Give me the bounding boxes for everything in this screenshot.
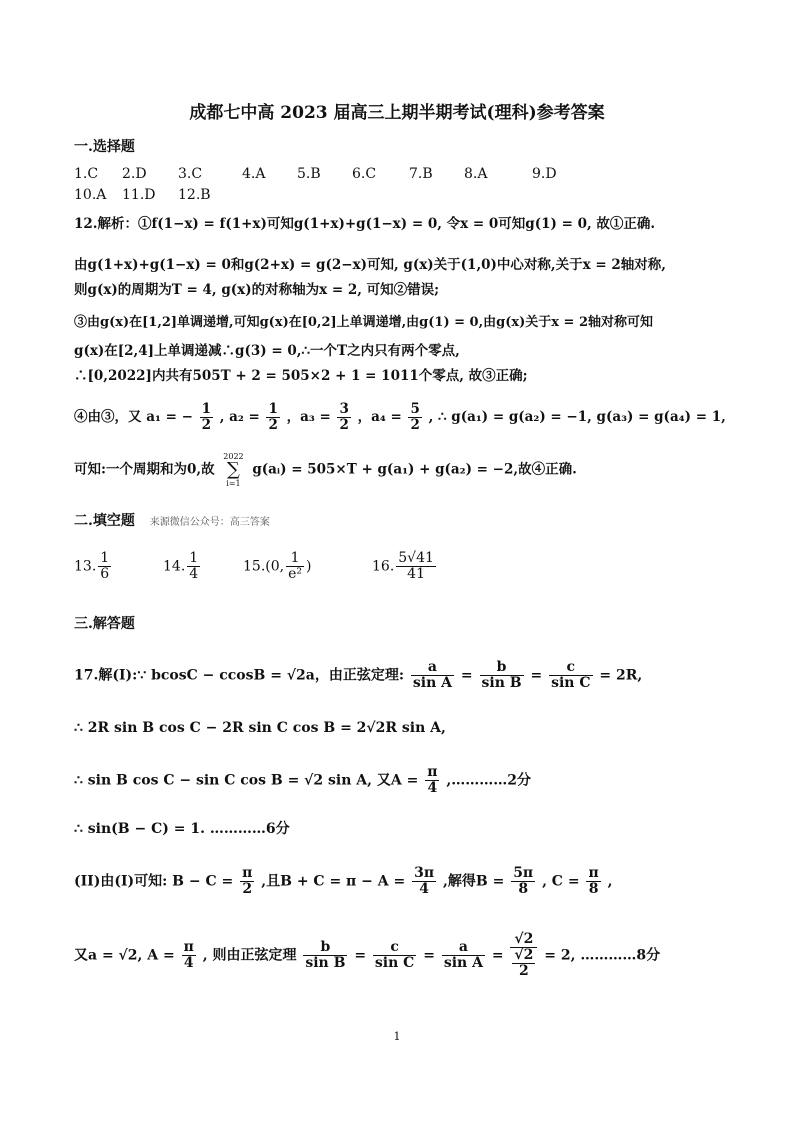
fraction-five-halves <box>408 402 421 433</box>
choice-answer: 5.B <box>297 166 321 182</box>
fraction-denominator: 2 <box>519 963 529 979</box>
choice-answer: 12.B <box>178 187 211 203</box>
q12-l7-a1: a₁ = − <box>146 409 193 425</box>
fraction-one-half <box>200 402 213 433</box>
choice-answer: 4.A <box>242 166 266 182</box>
a13-label: 13. <box>74 558 97 575</box>
q17-line-2: ∴ 2R sin B cos C − 2R sin C cos B = 2√2R sin A, <box>74 720 446 736</box>
q12-line-7 <box>74 402 726 433</box>
sum-lower-limit: i=1 <box>226 479 241 488</box>
fraction-denominator: sin B <box>305 955 346 971</box>
fraction-numerator: π <box>242 865 253 881</box>
source-note: 来源微信公众号：高三答案 <box>149 517 270 528</box>
q17-line-1 <box>74 660 642 691</box>
fraction-numerator: a <box>411 660 454 676</box>
q17-line-5 <box>74 866 612 897</box>
q17-l6-prefix: 又a = √2, A = <box>74 947 175 964</box>
choice-answer: 10.A <box>74 187 107 203</box>
a14-label: 14. <box>163 558 186 575</box>
sum-symbol: ∑ <box>227 459 240 480</box>
fraction-denominator: 4 <box>189 566 199 582</box>
fraction-numerator: c <box>549 660 592 676</box>
fraction-denominator: 4 <box>183 955 194 971</box>
fraction-c-sinC <box>373 940 416 971</box>
q17-l5-mid2: ,解得B = <box>443 873 505 890</box>
summation-sign <box>221 452 245 488</box>
fraction-numerator: b <box>480 660 524 676</box>
q12-line-4: ③由g(x)在[1,2]单调递增,可知g(x)在[0,2]上单调递增,由g(1) = 0,由g(x)关于x = 2轴对称可知 <box>74 315 654 330</box>
fraction-pi-2 <box>240 866 254 897</box>
fraction-denominator: 2 <box>268 417 278 433</box>
q12-l7-a2: , a₂ = <box>219 409 260 425</box>
q17-line-4: ∴ sin(B − C) = 1. …………6分 <box>74 821 290 837</box>
fraction-3pi-4 <box>412 866 436 897</box>
choice-answer: 7.B <box>409 166 433 182</box>
fraction-numerator: a <box>442 940 485 956</box>
q17-l1-suffix: = 2R, <box>599 667 643 684</box>
fraction-numerator: 3π <box>414 865 435 881</box>
q12-l8-prefix: 可知:一个周期和为0,故 <box>74 461 215 478</box>
fraction-a-sinA <box>442 940 485 971</box>
fraction-numerator: 1 <box>286 551 304 567</box>
fraction-denominator: 6 <box>100 566 110 582</box>
fraction-a-sinA <box>411 660 454 691</box>
q17-l6-mid: , 则由正弦定理 <box>202 947 297 964</box>
fraction-pi-8 <box>586 866 600 897</box>
fraction-denominator: sin A <box>412 675 453 691</box>
choice-answer: 8.A <box>464 166 488 182</box>
fraction-numerator: b <box>303 940 347 956</box>
fill-answer-14 <box>163 551 202 582</box>
page-title: 成都七中高 2023 届高三上期半期考试(理科)参考答案 <box>189 103 605 123</box>
section-heading-choice: 一.选择题 <box>74 139 135 155</box>
q17-l3-prefix: ∴ sin B cos C − sin C cos B = √2 sin A, 又A = <box>74 772 419 789</box>
equals-sign: = <box>491 947 504 964</box>
equals-sign: = <box>354 947 367 964</box>
q12-line-3: 则g(x)的周期为T = 4, g(x)的对称轴为x = 2, 可知②错误; <box>74 282 440 298</box>
choice-answer: 11.D <box>122 187 156 203</box>
fraction-numerator: 5 <box>410 401 420 417</box>
fraction-denominator: 4 <box>419 881 429 897</box>
fraction-three-halves <box>337 402 350 433</box>
q12-l8-suffix: g(aᵢ) = 505×T + g(a₁) + g(a₂) = −2,故④正确. <box>252 461 577 478</box>
fraction-denominator: sin A <box>443 955 483 971</box>
fill-answer-16 <box>372 551 438 582</box>
q17-l6-suffix: = 2, …………8分 <box>544 947 661 964</box>
choice-answer: 2.D <box>122 166 147 182</box>
fraction-numerator: c <box>373 940 416 956</box>
fraction-b-sinB <box>480 660 524 691</box>
sum-upper-limit: 2022 <box>223 452 244 461</box>
fraction-denominator: sin C <box>551 675 591 691</box>
fraction-numerator: 5√41 <box>398 550 434 566</box>
a15-close: ) <box>306 558 312 575</box>
fraction-b-sinB <box>303 940 347 971</box>
fraction-numerator: √2 <box>514 947 534 963</box>
choice-answer: 3.C <box>178 166 203 182</box>
equals-sign: = <box>423 947 435 964</box>
fraction-denominator: sin B <box>481 675 522 691</box>
fraction-one-half <box>266 402 279 433</box>
fraction-numerator: 1 <box>268 401 278 417</box>
q17-l3-suffix: ,…………2分 <box>446 772 531 789</box>
q17-line-6 <box>74 932 660 979</box>
section2-heading: 二.填空题 <box>74 513 135 529</box>
q17-l5-mid3: , C = <box>542 873 580 890</box>
q17-l5-mid: ,且B + C = π − A = <box>261 873 406 890</box>
fraction-numerator: 1 <box>201 401 211 417</box>
fraction-numerator: π <box>427 764 438 780</box>
fraction-pi-4 <box>425 765 439 796</box>
q12-l7-prefix: ④由③，又 <box>74 409 142 425</box>
q17-l5-suffix: , <box>607 873 613 890</box>
q12-l7-suffix: , ∴ g(a₁) = g(a₂) = −1, g(a₃) = g(a₄) = 1, <box>428 409 726 425</box>
q12-line-6: ∴[0,2022]内共有505T + 2 = 505×2 + 1 = 1011个零点, 故③正确; <box>74 368 528 384</box>
fraction-numerator: 1 <box>100 550 110 566</box>
a16-fraction <box>396 551 436 582</box>
section-heading-fill <box>74 510 270 530</box>
fraction-sqrt2-over-sqrt2-half <box>510 932 537 979</box>
q12-line-8 <box>74 452 577 488</box>
equals-sign: = <box>460 667 473 684</box>
q12-line-2: 由g(1+x)+g(1−x) = 0和g(2+x) = g(2−x)可知, g(x)关于(1,0)中心对称,关于x = 2轴对称, <box>74 257 666 273</box>
q12-line-1: 12.解析：①f(1−x) = f(1+x)可知g(1+x)+g(1−x) = 0, 令x = 0可知g(1) = 0, 故①正确. <box>74 216 656 232</box>
choice-answer: 1.C <box>74 166 99 182</box>
fraction-denominator: e² <box>288 566 302 582</box>
q12-line-5: g(x)在[2,4]上单调递减∴g(3) = 0,∴一个T之内只有两个零点, <box>74 343 460 359</box>
fraction-denominator: 8 <box>588 881 599 897</box>
fraction-5pi-8 <box>511 866 535 897</box>
fraction-numerator: √2 <box>510 932 537 948</box>
q17-line-3 <box>74 765 531 796</box>
fill-answer-15 <box>243 551 311 582</box>
a15-label: 15.(0, <box>243 558 285 575</box>
equals-sign: = <box>530 667 543 684</box>
fraction-numerator: 5π <box>513 865 534 881</box>
fraction-numerator: 1 <box>189 550 199 566</box>
fraction-denominator: 4 <box>427 780 438 796</box>
a16-label: 16. <box>372 558 395 575</box>
fraction-denominator: 2 <box>410 417 420 433</box>
fraction-denominator: 8 <box>518 881 529 897</box>
fraction-pi-4 <box>182 940 196 971</box>
nested-fraction <box>512 948 535 979</box>
fraction-numerator: π <box>183 939 194 955</box>
q12-l7-a3: ，a₃ = <box>286 409 331 425</box>
fraction-denominator <box>510 948 537 979</box>
q17-l1-prefix: 17.解(I):∵ bcosC − ccosB = √2a，由正弦定理: <box>74 667 405 684</box>
fraction-denominator: 2 <box>201 417 211 433</box>
q17-l5-prefix: (II)由(I)可知: B − C = <box>74 873 234 890</box>
fraction-denominator: 41 <box>407 566 425 582</box>
fraction-numerator: π <box>588 865 599 881</box>
fraction-denominator: 2 <box>339 417 349 433</box>
page-number: 1 <box>393 1030 401 1043</box>
choice-answer: 9.D <box>532 166 557 182</box>
q12-l7-a4: ，a₄ = <box>357 409 402 425</box>
fraction-numerator: 3 <box>339 401 349 417</box>
a15-fraction <box>286 551 304 582</box>
fraction-denominator: sin C <box>374 955 415 971</box>
choice-answer: 6.C <box>352 166 377 182</box>
fraction-denominator: 2 <box>242 881 253 897</box>
a14-fraction <box>187 551 200 582</box>
fraction-c-sinC <box>549 660 592 691</box>
fill-answer-13 <box>74 551 113 582</box>
a13-fraction <box>98 551 111 582</box>
section-heading-solve: 三.解答题 <box>74 616 135 632</box>
